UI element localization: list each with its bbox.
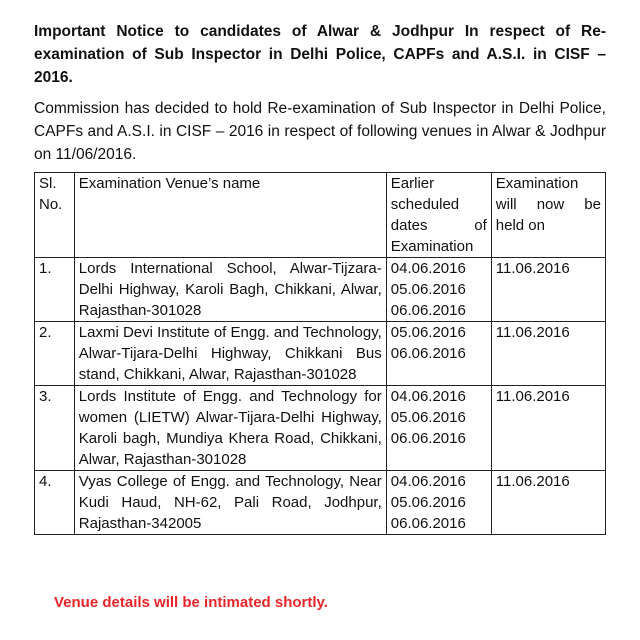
row-new-date: 11.06.2016 xyxy=(491,471,605,535)
row-earlier-dates xyxy=(386,322,491,386)
earlier-date: 05.06.2016 xyxy=(390,324,466,341)
earlier-date: 05.06.2016 xyxy=(390,494,466,511)
notice-document xyxy=(34,20,606,535)
earlier-date: 04.06.2016 xyxy=(390,473,466,490)
row-venue-name: Lords International School, Alwar-Tijzara-Delhi Highway, Karoli Bagh, Chikkani, Alwar, Rajasthan-301028 xyxy=(74,258,386,322)
venue-table xyxy=(34,172,606,535)
earlier-date: 06.06.2016 xyxy=(390,515,466,532)
row-earlier-dates xyxy=(386,471,491,535)
row-earlier-dates xyxy=(386,386,491,471)
row-new-date: 11.06.2016 xyxy=(491,386,605,471)
row-new-date: 11.06.2016 xyxy=(491,322,605,386)
row-venue-name: Laxmi Devi Institute of Engg. and Technology, Alwar-Tijara-Delhi Highway, Chikkani Bus stand, Chikkani, Alwar, Rajasthan-301028 xyxy=(74,322,386,386)
earlier-date: 05.06.2016 xyxy=(390,409,466,426)
table-row xyxy=(35,386,606,471)
earlier-date: 04.06.2016 xyxy=(390,260,466,277)
notice-heading: Important Notice to candidates of Alwar & Jodhpur In respect of Re-examination of Sub Inspector in Delhi Police, CAPFs and A.S.I. in CISF – 2016. xyxy=(34,23,606,86)
row-new-date: 11.06.2016 xyxy=(491,258,605,322)
earlier-date: 05.06.2016 xyxy=(390,281,466,298)
row-venue-name: Vyas College of Engg. and Technology, Near Kudi Haud, NH-62, Pali Road, Jodhpur, Rajasthan-342005 xyxy=(74,471,386,535)
header-new-date: Examination will now be held on xyxy=(491,173,605,258)
header-sl-no: Sl. No. xyxy=(35,173,75,258)
header-venue-name: Examination Venue’s name xyxy=(74,173,386,258)
venue-details-note: Venue details will be intimated shortly. xyxy=(54,594,328,611)
row-sl-no: 1. xyxy=(35,258,75,322)
row-sl-no: 4. xyxy=(35,471,75,535)
table-row xyxy=(35,471,606,535)
row-sl-no: 3. xyxy=(35,386,75,471)
header-earlier-dates: Earlier scheduled dates of Examination xyxy=(386,173,491,258)
table-header-row xyxy=(35,173,606,258)
table-row xyxy=(35,322,606,386)
earlier-date: 06.06.2016 xyxy=(390,302,466,319)
row-sl-no: 2. xyxy=(35,322,75,386)
table-row xyxy=(35,258,606,322)
row-venue-name: Lords Institute of Engg. and Technology for women (LIETW) Alwar-Tijara-Delhi Highway, Karoli bagh, Mundiya Khera Road, Chikkani, Alwar, Rajasthan-301028 xyxy=(74,386,386,471)
row-earlier-dates xyxy=(386,258,491,322)
notice-intro: Commission has decided to hold Re-examination of Sub Inspector in Delhi Police, CAPFs and A.S.I. in CISF – 2016 in respect of following venues in Alwar & Jodhpur on 11/06/2016. xyxy=(34,100,606,163)
earlier-date: 06.06.2016 xyxy=(390,345,466,362)
earlier-date: 06.06.2016 xyxy=(390,430,466,447)
earlier-date: 04.06.2016 xyxy=(390,388,466,405)
